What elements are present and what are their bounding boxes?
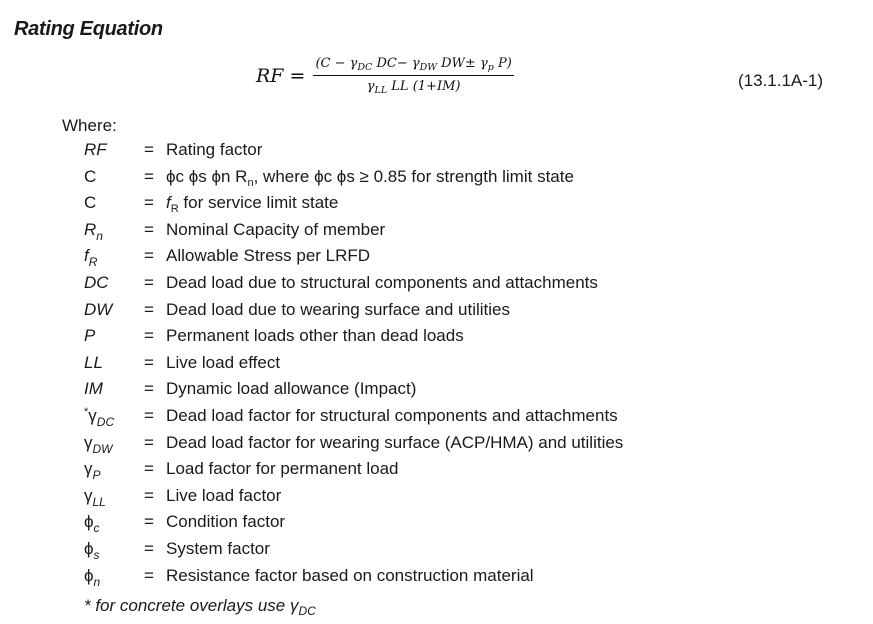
numerator-dc-term: DC− γ [372, 56, 420, 71]
definition-symbol [84, 300, 144, 320]
equation-number: (13.1.1A-1) [738, 71, 824, 90]
definition-text: Nominal Capacity of member [166, 219, 386, 239]
symbol-subscript: P [92, 468, 101, 483]
symbol-subscript: LL [92, 494, 106, 509]
definition-symbol [84, 140, 144, 160]
equals-sign: = [144, 405, 154, 425]
definition-row-gamma-p [84, 459, 864, 486]
definition-text: Dead load factor for wearing surface (ACP/HMA) and utilities [166, 432, 624, 452]
symbol-text: C [84, 193, 97, 213]
definition-row-gamma-dw [84, 433, 864, 460]
symbol-text: ϕ [84, 565, 94, 585]
symbol-text: f [84, 246, 89, 266]
definition-symbol [84, 486, 144, 509]
equals-sign: = [144, 512, 154, 532]
symbol-text: γ [88, 405, 97, 425]
definition-row-rn [84, 220, 864, 247]
definition-row-ll [84, 353, 864, 380]
denominator-rest: LL (1+IM) [387, 79, 461, 94]
definition-row-phi-c [84, 512, 864, 539]
definition-text: Rating factor [166, 140, 263, 159]
definition-text: Allowable Stress per LRFD [166, 246, 371, 266]
symbol-text: DW [84, 299, 113, 319]
definition-text: Dynamic load allowance (Impact) [166, 379, 417, 399]
definition-row-fr [84, 246, 864, 273]
equals-sign: = [144, 485, 154, 505]
symbol-subscript: s [93, 547, 100, 562]
definition-text: Permanent loads other than dead loads [166, 326, 464, 346]
gamma-dc-subscript: DC [357, 62, 373, 73]
definition-text: Live load factor [166, 485, 282, 505]
desc-part: ϕc ϕs ϕn R [166, 166, 248, 186]
equals-sign: = [144, 538, 154, 558]
symbol-text: IM [84, 379, 103, 399]
footnote [84, 596, 316, 618]
definition-text: Resistance factor based on construction material [166, 565, 534, 585]
definition-text: Live load effect [166, 352, 281, 372]
rating-equation [256, 56, 514, 96]
equation-lhs-symbol: RF [256, 65, 284, 87]
desc-subscript: n [247, 176, 254, 189]
equation-lhs [256, 65, 305, 87]
symbol-text: LL [84, 352, 103, 372]
symbol-subscript: c [93, 521, 100, 536]
symbol-subscript: n [96, 228, 103, 243]
definition-text: Dead load factor for structural components and attachments [166, 405, 618, 425]
equals-sign: = [144, 432, 154, 452]
equals-sign: = [144, 272, 154, 292]
symbol-text: γ [84, 485, 93, 505]
footnote-subscript: DC [298, 604, 316, 618]
desc-part: f [166, 193, 171, 213]
definition-symbol [84, 512, 144, 535]
desc-part: for service limit state [178, 193, 339, 213]
definition-symbol [84, 406, 144, 429]
equals-sign: = [144, 459, 154, 479]
symbol-subscript: DW [92, 441, 113, 456]
asterisk-superscript: * [84, 405, 89, 418]
definition-row-dw [84, 300, 864, 327]
numerator-close: P) [493, 56, 512, 71]
desc-subscript: R [170, 203, 179, 216]
where-label: Where: [62, 116, 117, 135]
definition-text: System factor [166, 538, 270, 558]
equals-sign: = [144, 352, 154, 372]
equals-sign: = [144, 166, 154, 186]
definition-text: Dead load due to structural components and attachments [166, 272, 598, 292]
definition-row-gamma-dc [84, 406, 864, 433]
equation-denominator [367, 76, 461, 96]
section-title: Rating Equation [14, 18, 163, 40]
gamma-ll-subscript: LL [374, 85, 388, 96]
definition-row-dc [84, 273, 864, 300]
symbol-text: P [84, 326, 96, 346]
definition-symbol [84, 220, 144, 243]
definition-row-phi-s [84, 539, 864, 566]
definition-row-rf [84, 140, 864, 167]
symbol-subscript: n [93, 574, 101, 589]
definition-row-c-service [84, 193, 864, 220]
numerator-open: (C − γ [315, 56, 358, 71]
footnote-text: * for concrete overlays use γ [84, 596, 299, 615]
symbol-text: C [84, 166, 97, 186]
definition-symbol [84, 273, 144, 293]
equals-sign: = [144, 246, 154, 266]
equals-sign: = [144, 219, 154, 239]
definition-text: Condition factor [166, 512, 286, 532]
symbol-text: R [84, 219, 97, 239]
equals-sign: = [144, 326, 154, 346]
definition-symbol [84, 539, 144, 562]
gamma-p-subscript: p [487, 62, 494, 73]
numerator-dw-term: DW± γ [437, 56, 488, 71]
equals-sign: = [144, 565, 154, 585]
definition-row-im [84, 379, 864, 406]
definition-symbol [84, 459, 144, 482]
symbol-text: ϕ [84, 512, 94, 532]
definition-text: Dead load due to wearing surface and utilities [166, 299, 510, 319]
symbol-subscript: R [88, 255, 98, 270]
definition-symbol [84, 353, 144, 373]
equation-equals: = [289, 65, 306, 87]
symbol-text: ϕ [84, 538, 94, 558]
definition-symbol [84, 566, 144, 589]
desc-part: , where ϕc ϕs ≥ 0.85 for strength limit state [253, 166, 574, 186]
definition-text [166, 193, 338, 215]
symbol-text: DC [84, 272, 109, 292]
gamma-dw-subscript: DW [419, 62, 437, 73]
equals-sign: = [144, 379, 154, 399]
definition-symbol [84, 326, 144, 346]
definition-row-p [84, 326, 864, 353]
equation-fraction [313, 56, 513, 96]
definition-symbol [84, 379, 144, 399]
equals-sign: = [144, 299, 154, 319]
definition-text [166, 167, 574, 189]
definition-symbol [84, 246, 144, 269]
equation-numerator [313, 56, 513, 76]
definition-row-gamma-ll [84, 486, 864, 513]
definition-symbol [84, 193, 144, 213]
symbol-subscript: DC [96, 414, 115, 429]
definition-list [84, 140, 864, 592]
definition-symbol [84, 433, 144, 456]
definition-text: Load factor for permanent load [166, 459, 399, 479]
symbol-text: γ [84, 432, 93, 452]
equals-sign: = [144, 140, 154, 159]
symbol-text: γ [84, 459, 93, 479]
definition-symbol [84, 167, 144, 187]
denominator-gamma: γ [366, 79, 375, 94]
definition-row-phi-n [84, 566, 864, 593]
definition-row-c-strength [84, 167, 864, 194]
symbol-text: RF [84, 140, 107, 159]
equals-sign: = [144, 193, 154, 213]
